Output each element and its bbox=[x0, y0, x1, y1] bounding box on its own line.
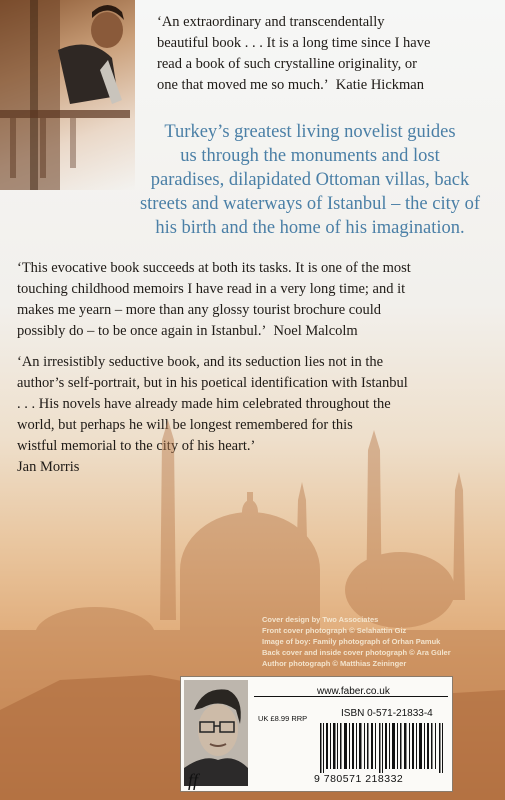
quote-line: world, but perhaps he will be longest remembered for this bbox=[17, 417, 353, 433]
boy-at-window-photo bbox=[0, 0, 135, 190]
credit-line: Cover design by Two Associates bbox=[262, 615, 379, 624]
blurb-line: streets and waterways of Istanbul – the city of bbox=[139, 194, 481, 214]
quote-hickman bbox=[157, 12, 497, 96]
credit-line: Author photograph © Matthias Zeininger bbox=[262, 659, 407, 668]
quote-attribution: Katie Hickman bbox=[335, 77, 424, 93]
cover-credits bbox=[262, 614, 492, 669]
quote-line: ‘An extraordinary and transcendentally bbox=[157, 14, 385, 30]
book-blurb bbox=[130, 120, 490, 240]
blurb-line: Turkey’s greatest living novelist guides bbox=[164, 122, 456, 142]
barcode bbox=[318, 723, 446, 773]
price-label: UK £8.99 RRP bbox=[258, 714, 308, 723]
credit-line: Back cover and inside cover photograph © Ara Güler bbox=[262, 648, 451, 657]
faber-logo: ff bbox=[188, 770, 199, 790]
quote-line: beautiful book . . . It is a long time since I have bbox=[157, 35, 431, 51]
quote-attribution: Jan Morris bbox=[17, 459, 80, 475]
boy-silhouette bbox=[0, 0, 135, 190]
quote-line: ‘This evocative book succeeds at both its tasks. It is one of the most bbox=[17, 260, 411, 276]
quote-line: read a book of such crystalline originality, or bbox=[157, 56, 417, 72]
quote-last-line: possibly do – to be once again in Istanbul.’ bbox=[17, 323, 267, 339]
quote-line: makes me yearn – more than any glossy tourist brochure could bbox=[17, 302, 382, 318]
credit-line: Front cover photograph © Selahattin Giz bbox=[262, 626, 407, 635]
quote-attribution: Noel Malcolm bbox=[273, 323, 358, 339]
quote-last-line: one that moved me so much.’ bbox=[157, 77, 329, 93]
credit-line: Image of boy: Family photograph of Orhan Pamuk bbox=[262, 637, 441, 646]
blurb-line: paradises, dilapidated Ottoman villas, back bbox=[150, 170, 470, 190]
quote-line: author’s self-portrait, but in his poetical identification with Istanbul bbox=[17, 375, 408, 391]
quote-malcolm bbox=[17, 258, 497, 342]
blurb-line: his birth and the home of his imagination. bbox=[155, 218, 465, 238]
quote-line: wistful memorial to the city of his heart.’ bbox=[17, 438, 256, 454]
publisher-url: www.faber.co.uk bbox=[317, 686, 390, 697]
quote-line bbox=[157, 75, 497, 96]
quote-line: . . . His novels have already made him celebrated throughout the bbox=[17, 396, 391, 412]
isbn-label: ISBN 0-571-21833-4 bbox=[341, 708, 433, 719]
quote-line: ‘An irresistibly seductive book, and its seduction lies not in the bbox=[17, 354, 384, 370]
quote-line: touching childhood memoirs I have read in a very long time; and it bbox=[17, 281, 406, 297]
barcode-number: 9 780571 218332 bbox=[314, 773, 404, 785]
blurb-line: us through the monuments and lost bbox=[180, 146, 440, 166]
quote-line bbox=[17, 321, 497, 342]
